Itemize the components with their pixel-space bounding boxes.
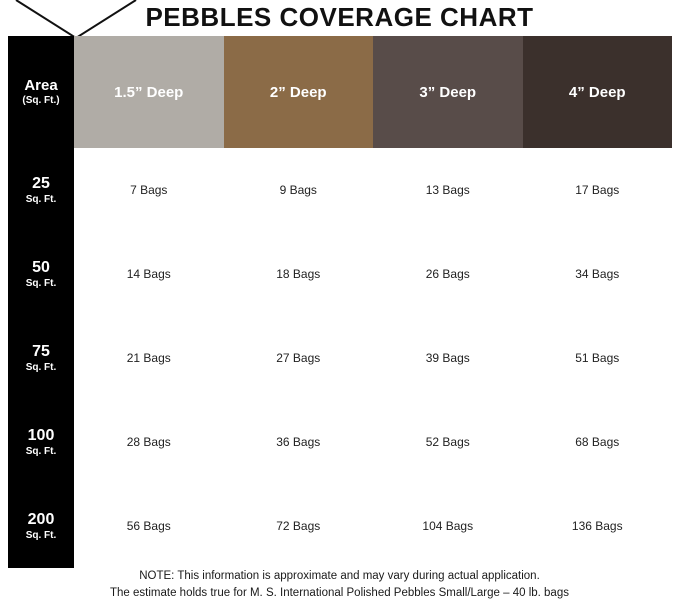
table-row [8,232,672,316]
cell-50-1-5: 14 Bags [74,232,224,316]
cell-25-1-5: 7 Bags [74,148,224,232]
footnote [0,568,679,602]
cell-25-4: 17 Bags [523,148,673,232]
row-label-75 [8,316,74,400]
row-area-unit: Sq. Ft. [25,277,57,289]
row-label-200 [8,484,74,568]
table-row [8,400,672,484]
footnote-line-2: The estimate holds true for M. S. International Polished Pebbles Small/Large – 40 lb. bags [110,587,569,599]
header-depth-2: 2” Deep [224,36,374,148]
row-area-value: 25 [32,174,50,192]
row-area-value: 100 [27,426,55,444]
cell-100-2: 36 Bags [224,400,374,484]
table-row [8,316,672,400]
coverage-table [8,36,672,568]
row-area-unit: Sq. Ft. [25,445,57,457]
cell-75-4: 51 Bags [523,316,673,400]
row-label-25 [8,148,74,232]
row-area-value: 200 [27,510,55,528]
cell-75-3: 39 Bags [373,316,523,400]
table-row [8,148,672,232]
cell-200-3: 104 Bags [373,484,523,568]
row-area-unit: Sq. Ft. [25,193,57,205]
row-area-value: 75 [32,342,50,360]
cell-200-4: 136 Bags [523,484,673,568]
row-area-unit: Sq. Ft. [25,361,57,373]
header-depth-1-5: 1.5” Deep [74,36,224,148]
table-row [8,484,672,568]
cell-25-3: 13 Bags [373,148,523,232]
row-label-100 [8,400,74,484]
footnote-line-1: NOTE: This information is approximate and may vary during actual application. [139,570,540,582]
cell-100-4: 68 Bags [523,400,673,484]
table-header-row [8,36,672,148]
cell-100-3: 52 Bags [373,400,523,484]
cell-200-2: 72 Bags [224,484,374,568]
cell-50-4: 34 Bags [523,232,673,316]
row-area-value: 50 [32,258,50,276]
cell-25-2: 9 Bags [224,148,374,232]
header-area-label: Area [24,77,58,94]
cell-75-2: 27 Bags [224,316,374,400]
cell-100-1-5: 28 Bags [74,400,224,484]
header-area-unit: (Sq. Ft.) [22,95,60,106]
header-area-cell [8,36,74,148]
row-area-unit: Sq. Ft. [25,529,57,541]
page-title: PEBBLES COVERAGE CHART [145,2,534,32]
header-depth-3: 3” Deep [373,36,523,148]
cell-200-1-5: 56 Bags [74,484,224,568]
row-label-50 [8,232,74,316]
cell-50-3: 26 Bags [373,232,523,316]
header-depth-4: 4” Deep [523,36,673,148]
cell-75-1-5: 21 Bags [74,316,224,400]
cell-50-2: 18 Bags [224,232,374,316]
